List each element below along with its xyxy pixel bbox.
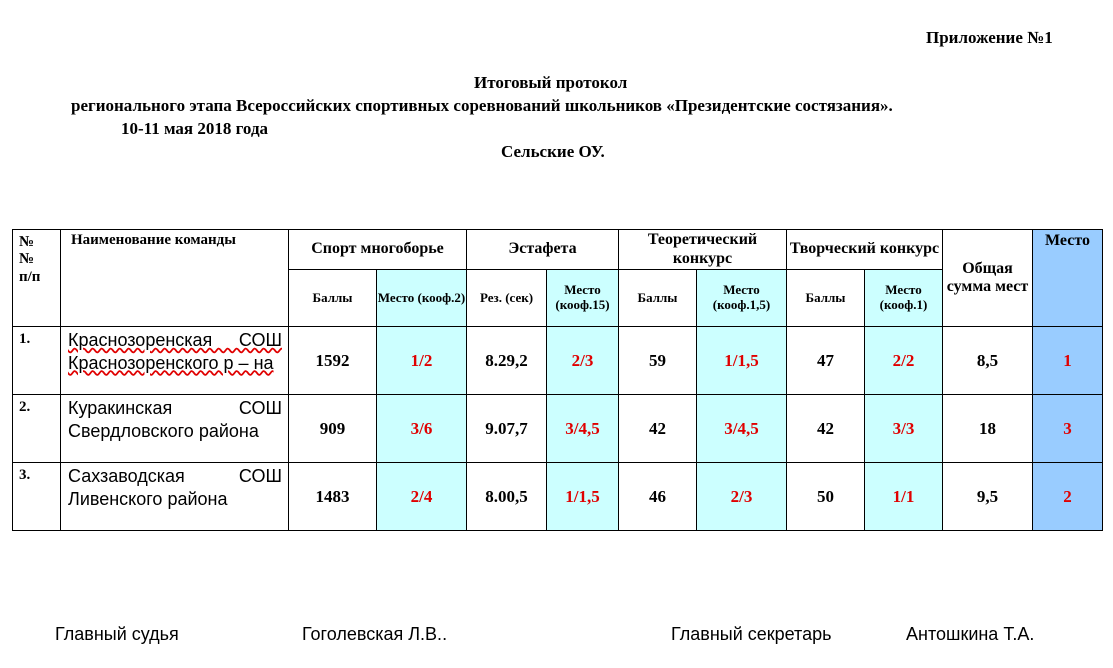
event-dates: 10-11 мая 2018 года <box>121 119 269 138</box>
row-sport-points: 1483 <box>289 463 377 531</box>
team-name-line2: Ливенского района <box>68 488 228 509</box>
header-sport-place: Место (кооф.2) <box>377 270 467 327</box>
header-theory-place: Место (кооф.1,5) <box>697 270 787 327</box>
row-relay-place: 2/3 <box>547 327 619 395</box>
row-total: 9,5 <box>943 463 1033 531</box>
row-num: 1. <box>13 327 61 395</box>
row-relay-place: 1/1,5 <box>547 463 619 531</box>
row-team-name <box>61 395 289 463</box>
header-num <box>13 230 61 327</box>
header-total: Общая сумма мест <box>943 230 1033 327</box>
row-creative-place: 2/2 <box>865 327 943 395</box>
team-name-line2: Свердловского района <box>68 420 259 441</box>
row-place: 1 <box>1033 327 1103 395</box>
header-place: Место <box>1033 230 1103 327</box>
row-num: 2. <box>13 395 61 463</box>
chief-secretary-label: Главный секретарь <box>671 624 832 644</box>
table-row <box>13 327 1103 395</box>
header-sport: Спорт многоборье <box>289 230 467 270</box>
row-relay-result: 8.00,5 <box>467 463 547 531</box>
header-num-line1: № <box>19 234 35 250</box>
row-relay-result: 8.29,2 <box>467 327 547 395</box>
header-theory-points: Баллы <box>619 270 697 327</box>
row-theory-place: 3/4,5 <box>697 395 787 463</box>
row-place: 2 <box>1033 463 1103 531</box>
row-sport-points: 1592 <box>289 327 377 395</box>
row-place: 3 <box>1033 395 1103 463</box>
header-num-line2: № <box>19 251 35 268</box>
row-team-name <box>61 463 289 531</box>
row-creative-place: 1/1 <box>865 463 943 531</box>
header-row-top <box>13 230 1103 270</box>
row-sport-place: 2/4 <box>377 463 467 531</box>
team-name-line1: Куракинская СОШ <box>68 398 282 418</box>
team-name-line2: Краснозоренского р – на <box>68 352 274 373</box>
table-row <box>13 395 1103 463</box>
chief-judge-name: Гоголевская Л.В.. <box>302 624 448 644</box>
table-row <box>13 463 1103 531</box>
appendix-label: Приложение №1 <box>926 28 1053 47</box>
school-category: Сельские ОУ. <box>501 142 605 161</box>
header-relay-place: Место (кооф.15) <box>547 270 619 327</box>
row-relay-result: 9.07,7 <box>467 395 547 463</box>
row-theory-place: 1/1,5 <box>697 327 787 395</box>
row-theory-points: 42 <box>619 395 697 463</box>
row-sport-place: 3/6 <box>377 395 467 463</box>
chief-judge-label: Главный судья <box>55 624 179 644</box>
row-creative-points: 47 <box>787 327 865 395</box>
row-theory-place: 2/3 <box>697 463 787 531</box>
row-theory-points: 46 <box>619 463 697 531</box>
row-creative-place: 3/3 <box>865 395 943 463</box>
header-creative-points: Баллы <box>787 270 865 327</box>
header-creative: Творческий конкурс <box>787 230 943 270</box>
header-team-name: Наименование команды <box>61 230 289 327</box>
header-relay: Эстафета <box>467 230 619 270</box>
row-total: 8,5 <box>943 327 1033 395</box>
document-subtitle: регионального этапа Всероссийских спортивных соревнований школьников «Президентские состязания». <box>71 96 893 115</box>
row-sport-place: 1/2 <box>377 327 467 395</box>
chief-secretary-name: Антошкина Т.А. <box>906 624 1035 644</box>
team-name-line1: Сахзаводская СОШ <box>68 466 282 486</box>
row-creative-points: 42 <box>787 395 865 463</box>
row-team-name <box>61 327 289 395</box>
row-total: 18 <box>943 395 1033 463</box>
header-sport-points: Баллы <box>289 270 377 327</box>
row-theory-points: 59 <box>619 327 697 395</box>
row-num: 3. <box>13 463 61 531</box>
results-table <box>12 229 1103 531</box>
row-sport-points: 909 <box>289 395 377 463</box>
row-creative-points: 50 <box>787 463 865 531</box>
team-name-line1: Краснозоренская СОШ <box>68 330 282 350</box>
header-creative-place: Место (кооф.1) <box>865 270 943 327</box>
header-theory: Теоретический конкурс <box>619 230 787 270</box>
header-relay-result: Рез. (сек) <box>467 270 547 327</box>
header-num-line3: п/п <box>19 268 41 285</box>
row-relay-place: 3/4,5 <box>547 395 619 463</box>
document-title: Итоговый протокол <box>474 73 628 92</box>
